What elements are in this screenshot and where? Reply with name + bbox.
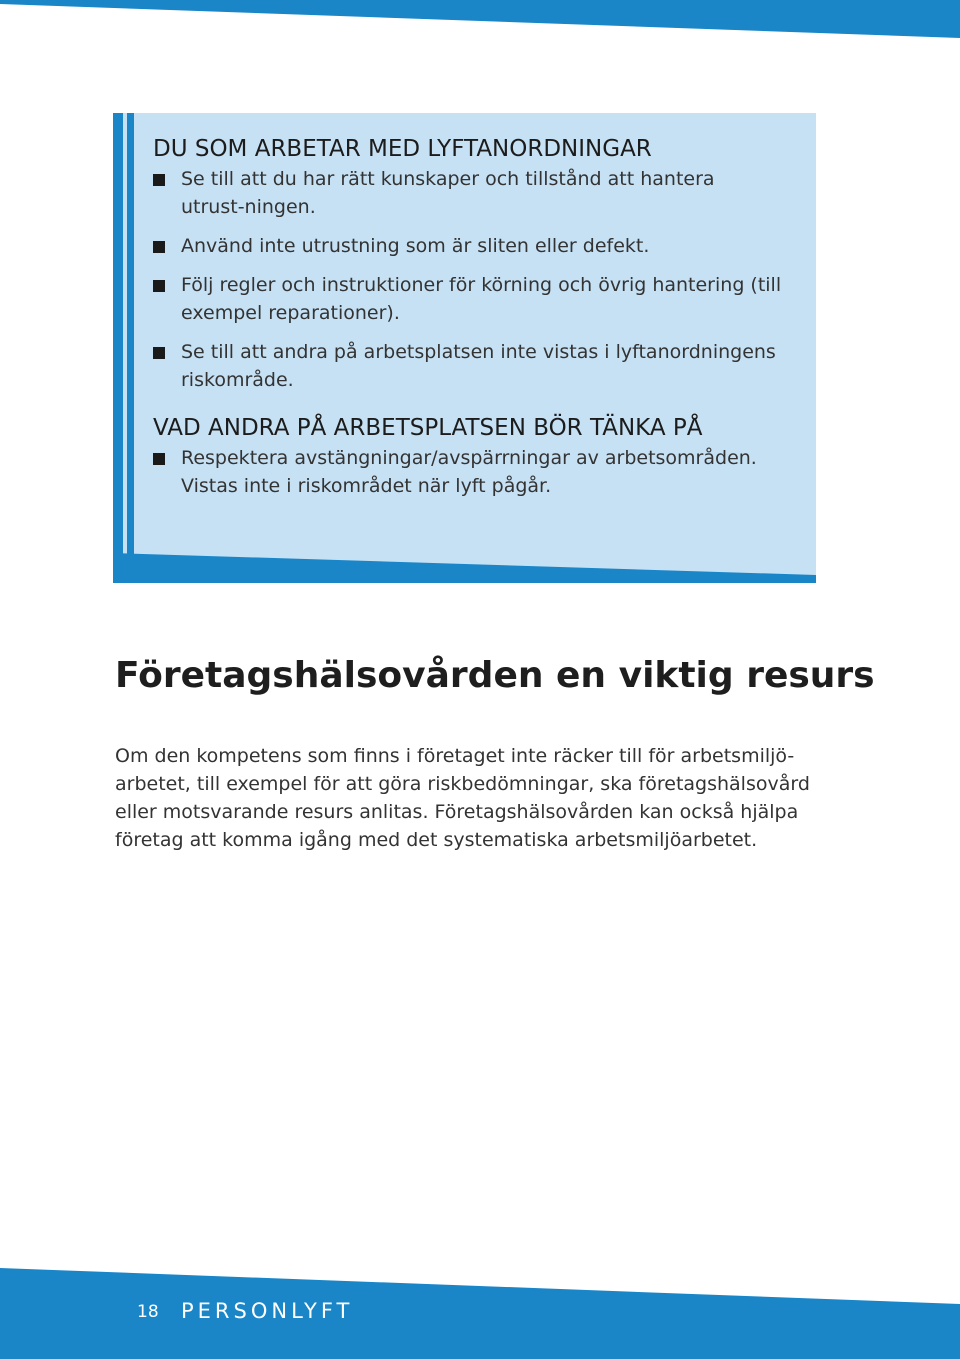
bullet-square-icon [153, 174, 165, 186]
info-box-content [153, 133, 783, 500]
page-number: 18 [137, 1302, 159, 1322]
bullet-square-icon [153, 280, 165, 292]
section-body: Om den kompetens som finns i företaget inte räcker till för arbetsmiljö-arbetet, till exempel för att göra riskbedömningar, ska företagshälsovård eller motsvarande resurs anlitas. Företagshälsovården kan också hjälpa företag att komma igång med det systematiska arbetsmiljöarbetet. [115, 745, 810, 851]
bullet-square-icon [153, 347, 165, 359]
publication-name: PERSONLYFT [181, 1299, 354, 1323]
top-blue-band [0, 0, 960, 40]
box-heading-workers: DU SOM ARBETAR MED LYFTANORDNINGAR [153, 136, 652, 162]
list-item: Respektera avstängningar/avspärrningar av arbetsområden. Vistas inte i riskområdet när lyft pågår. [153, 444, 783, 500]
list-item: Följ regler och instruktioner för körning och övrig hantering (till exempel reparationer). [153, 271, 783, 327]
list-item: Se till att andra på arbetsplatsen inte vistas i lyftanordningens riskområde. [153, 338, 783, 394]
box-heading-others: VAD ANDRA PÅ ARBETSPLATSEN BÖR TÄNKA PÅ [153, 415, 703, 441]
bullet-list-workers [153, 165, 783, 394]
bullet-square-icon [153, 241, 165, 253]
section-title: Företagshälsovården en viktig resurs [115, 655, 875, 696]
bullet-list-others [153, 444, 783, 500]
list-item: Se till att du har rätt kunskaper och tillstånd att hantera utrust-ningen. [153, 165, 783, 221]
bullet-square-icon [153, 453, 165, 465]
info-box [113, 113, 816, 583]
list-item: Använd inte utrustning som är sliten eller defekt. [153, 232, 783, 260]
